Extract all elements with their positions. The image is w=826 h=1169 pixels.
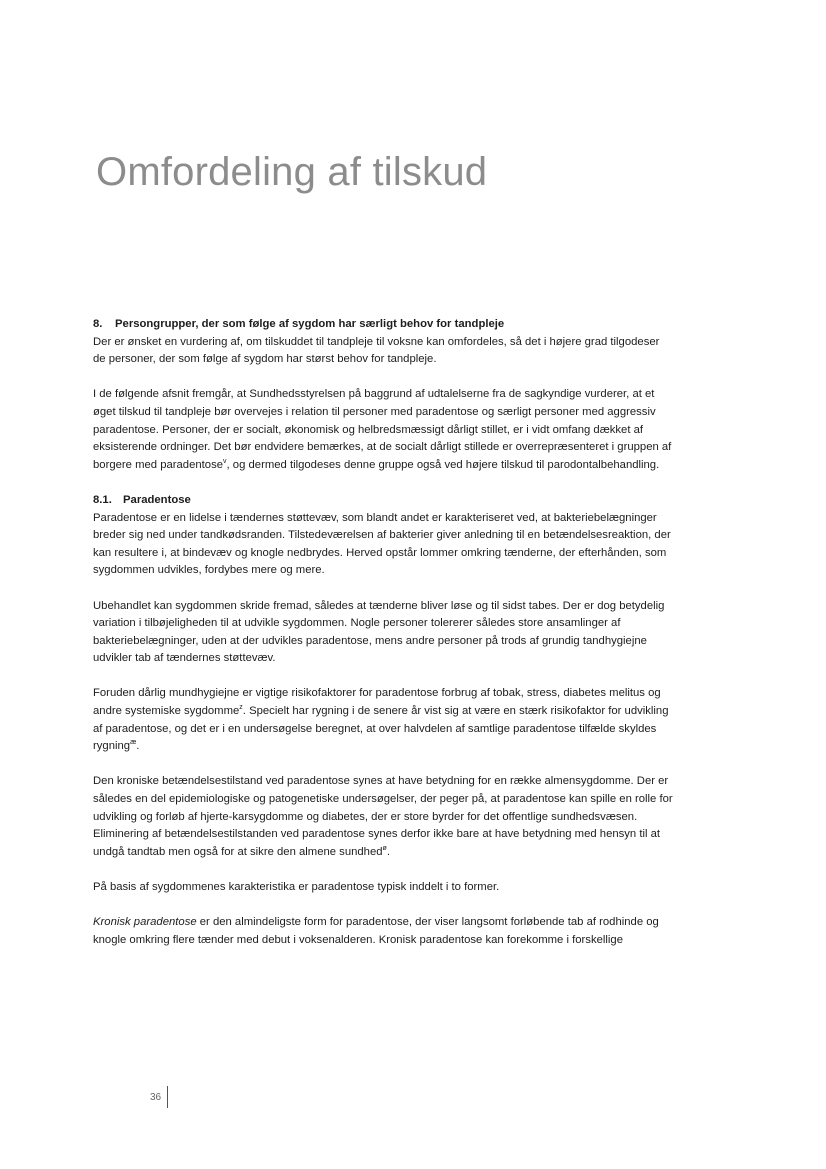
page-title: Omfordeling af tilskud <box>96 150 488 194</box>
footnote-ref: v <box>223 457 227 465</box>
term-kronisk-paradentose: Kronisk paradentose <box>93 916 197 929</box>
section-8-heading <box>93 316 673 334</box>
section-8-1-paragraph-2: Ubehandlet kan sygdommen skride fremad, således at tænderne bliver løse og til sidst tabes. Der er dog betydelig variation i tilbøjeligheden til at udvikle sygdommen. Nogle personer tolererer således store ansamlinger af bakteriebelægninger, uden at der udvikles paradentose, mens andre personer på trods af grundig tandhygiejne udvikler tab af tændernes støttevæv. <box>93 599 665 665</box>
section-8-1-paragraph-1: Paradentose er en lidelse i tændernes støttevæv, som blandt andet er karakteriseret ved, at bakteriebelægninger breder sig ned under tandkødsranden. Tilstedeværelsen af bakterier giver anledning til en betændelsesreaktion, der kan resultere i, at bindevæv og knogle nedbrydes. Herved opstår lommer omkring tænderne, der efterhånden, som sygdommen udvikles, fordybes mere og mere. <box>93 511 671 577</box>
footnote-ref: ø <box>382 845 387 853</box>
section-8-1-paragraph-3: Foruden dårlig mundhygiejne er vigtige risikofaktorer for paradentose forbrug af tobak, stress, diabetes melitus og andre systemiske sygdomme$^z$. Specielt har rygning i de senere år vist sig at være en stærk risikofaktor for udvikling af paradentose, og det er i en undersøgelse beregnet, at over halvdelen af samtlige paradentose tilfælde skyldes rygning$^æ$. <box>93 687 669 753</box>
section-8-1-paragraph-5: På basis af sygdommenes karakteristika er paradentose typisk inddelt i to former. <box>93 881 500 893</box>
footnote-ref: æ <box>130 739 137 747</box>
page-number: 36 <box>150 1091 162 1103</box>
footnote-ref: z <box>239 704 243 712</box>
footer-divider <box>167 1086 168 1108</box>
page-footer <box>150 1086 168 1108</box>
section-8-1-title: Paradentose <box>123 493 191 506</box>
section-8-1-paragraph-4: Den kroniske betændelsestilstand ved paradentose synes at have betydning for en række almensygdomme. Der er således en del epidemiologiske og patogenetiske undersøgelser, der peger på, at paradentose kan spille en rolle for udvikling og forløb af hjerte-karsygdomme og diabetes, der er store byrder for det offentlige sundhedsvæsen. Eliminering af betændelsestilstanden ved paradentose synes derfor ikke bare at have betydning med hensyn til at undgå tandtab men også for at sikre den almene sundhed$^ø$. <box>93 775 673 858</box>
section-8-title: Persongrupper, der som følge af sygdom har særligt behov for tandpleje <box>115 318 505 330</box>
section-8-paragraph-1: Der er ønsket en vurdering af, om tilskuddet til tandpleje til voksne kan omfordeles, så det i højere grad tilgodeser de personer, der som følge af sygdom har størst behov for tandpleje. <box>93 335 660 366</box>
document-body <box>93 316 673 967</box>
section-8-1-heading <box>93 492 673 510</box>
section-8-1-number: 8.1. <box>93 493 112 506</box>
section-8-1-paragraph-6: Kronisk paradentose er den almindeligste form for paradentose, der viser langsomt forløbende tab af rodhinde og knogle omkring flere tænder med debut i voksenalderen. Kronisk paradentose kan forekomme i forskellige <box>93 916 659 946</box>
section-8-number: 8. <box>93 318 103 330</box>
section-8-paragraph-2: I de følgende afsnit fremgår, at Sundhedsstyrelsen på baggrund af udtalelserne fra de sagkyndige vurderer, at et øget tilskud til tandpleje bør overvejes i relation til personer med paradentose og særligt personer med aggressiv paradentose. Personer, der er socialt, økonomisk og helbredsmæssigt dårligt stillet, er i vidt omfang dækket af eksisterende ordninger. Det bør endvidere bemærkes, at de socialt dårligt stillede er overrepræsenteret i gruppen af borgere med paradentose$^v$, og dermed tilgodeses denne gruppe også ved højere tilskud til parodontalbehandling. <box>93 388 672 471</box>
